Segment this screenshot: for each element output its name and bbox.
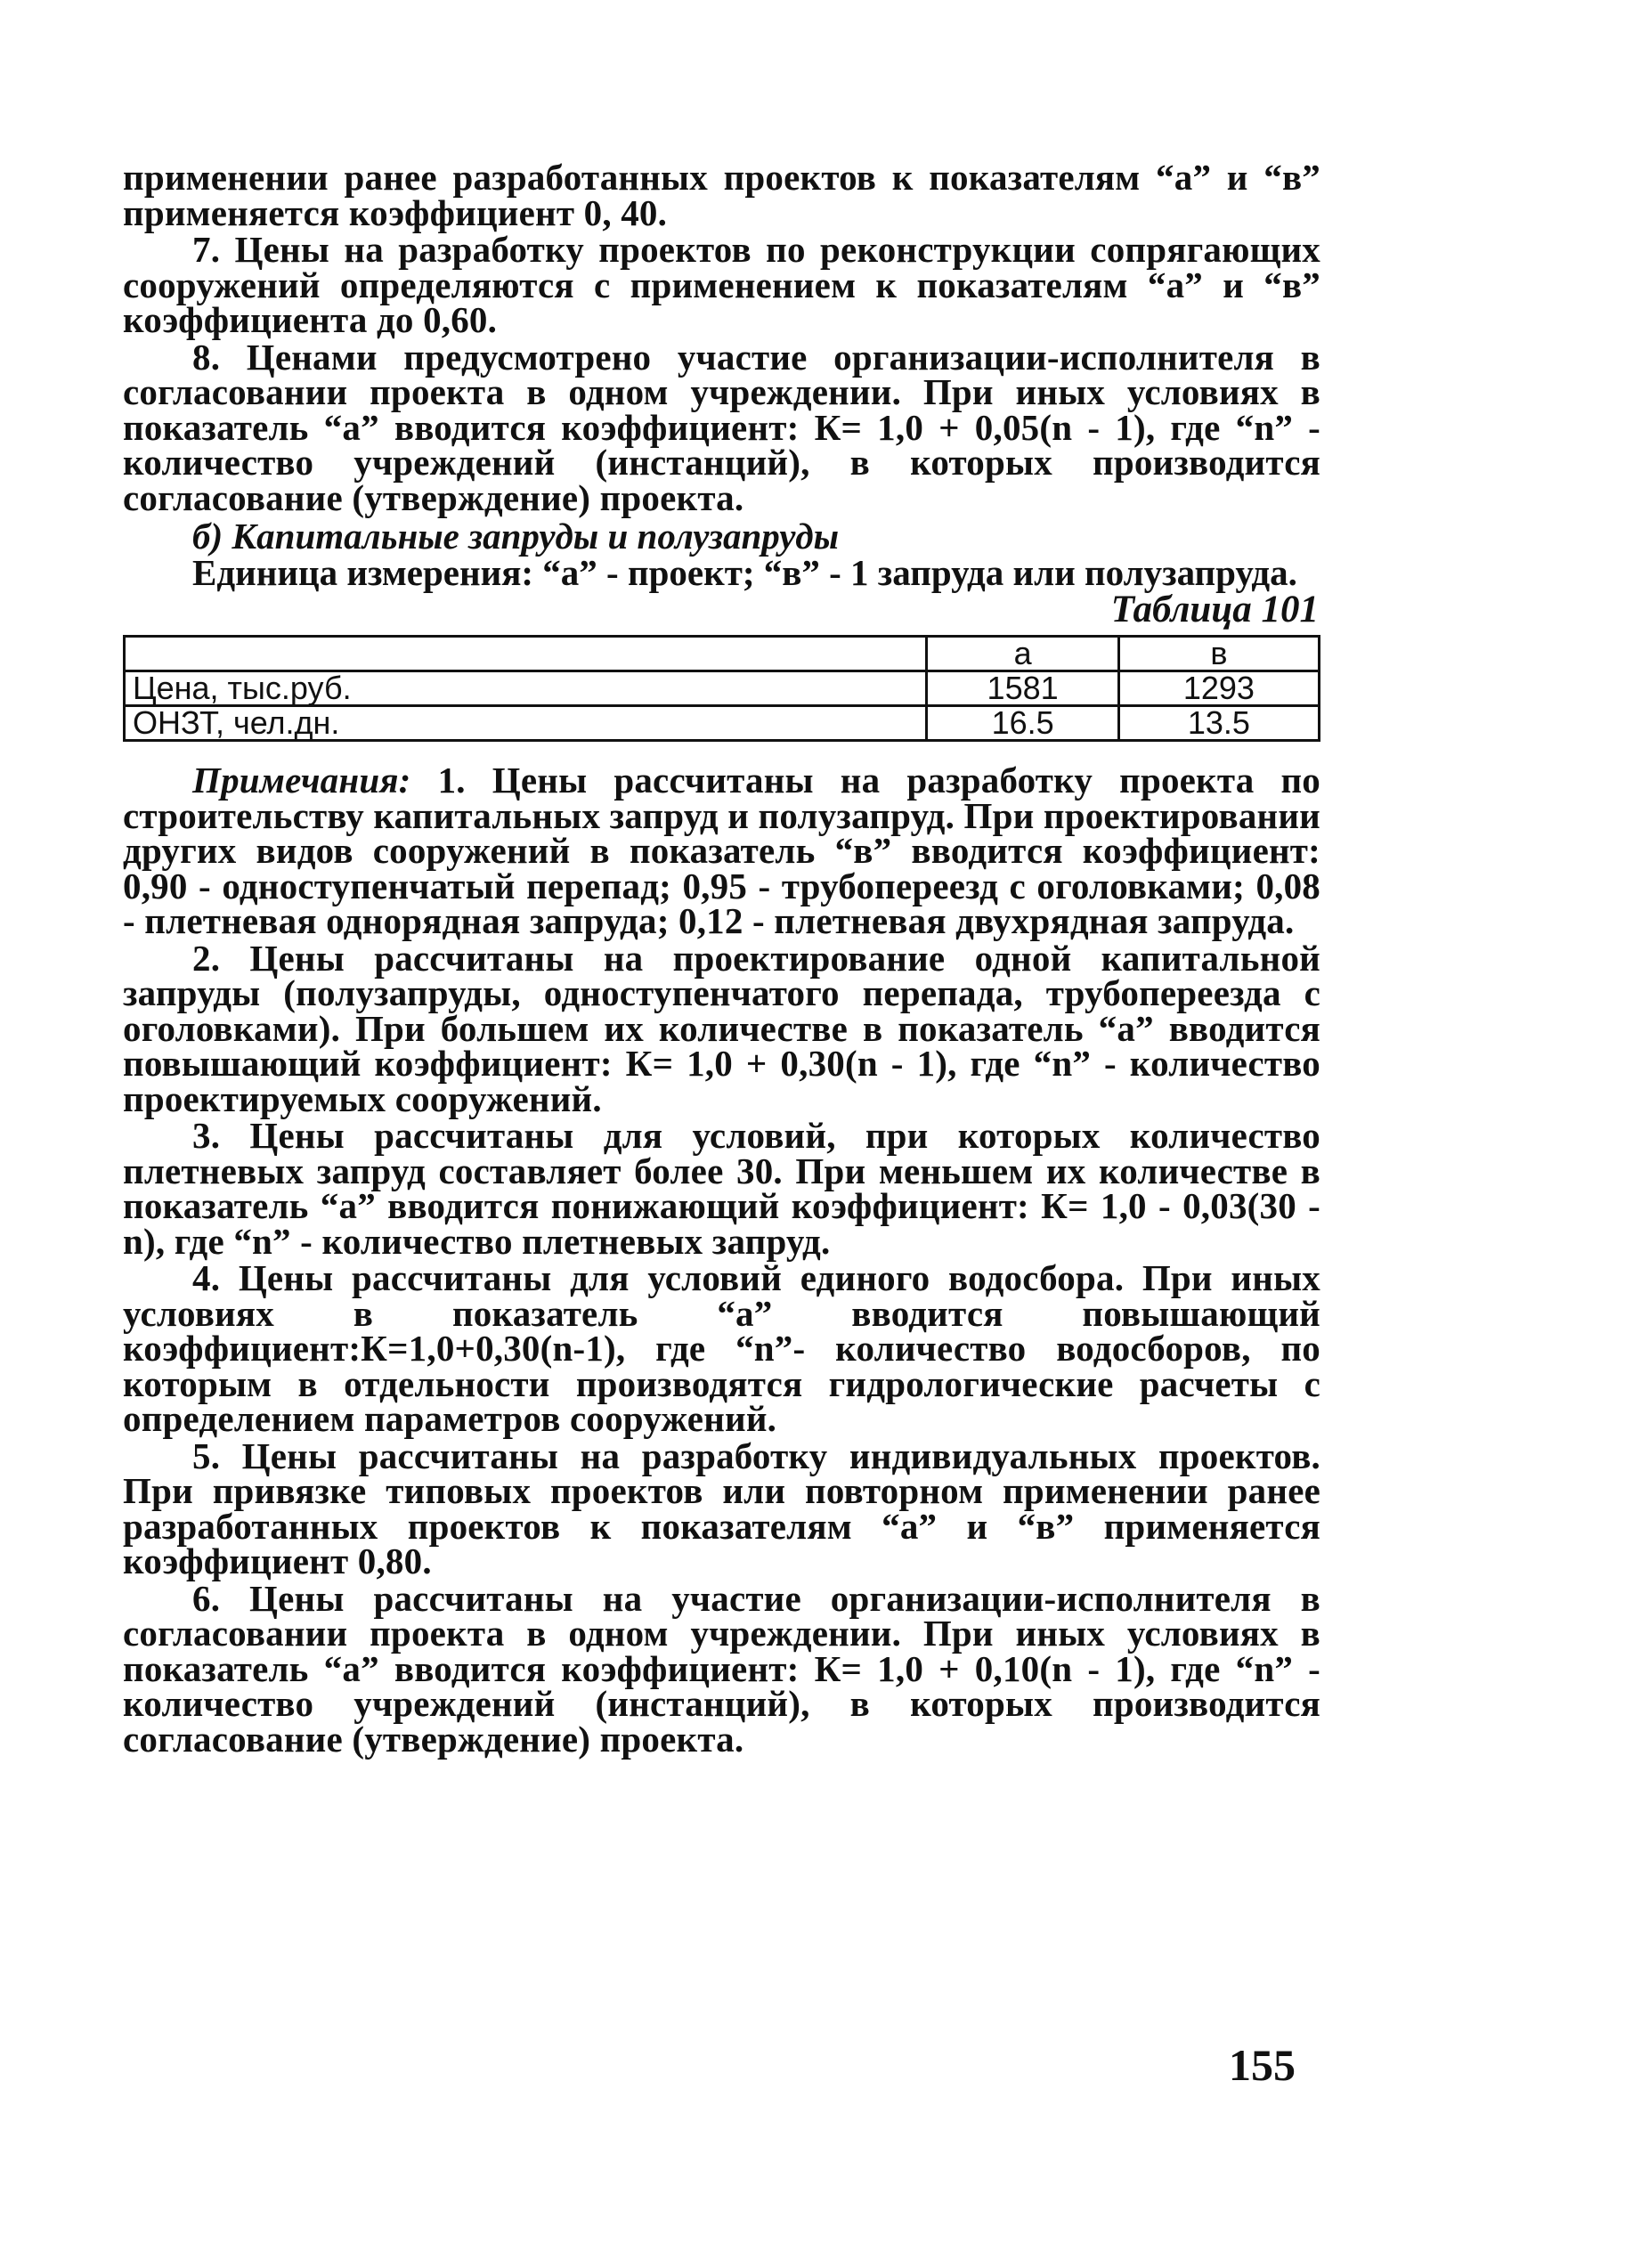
note-2: 2. Цены рассчитаны на проектирование одной капитальной запруды (полузапруды, одноступенчатого перепада, трубопереезда с оголовками). При большем их количестве в показатель “а” вводится повышающий коэффициент: К= 1,0 + 0,30(n - 1), где “n” - количество проектируемых сооружений. [123, 937, 1320, 1119]
table-cell-label: Цена, тыс.руб. [125, 671, 927, 706]
note-1-text: 1. Цены рассчитаны на разработку проекта по строительству капитальных запруд и полузапруд. При проектировании других видов сооружений в показатель “в” вводится коэффициент: 0,90 - одноступенчатый перепад; 0,95 - трубопереезд с оголовками; 0,08 - плетневая однорядная запруда; 0,12 - плетневая двухрядная запруда. [123, 760, 1320, 941]
note-1 [123, 760, 1320, 941]
paragraph-8: 8. Ценами предусмотрено участие организации-исполнителя в согласовании проекта в одном учреждении. При иных условиях в показатель “а” вводится коэффициент: К= 1,0 + 0,05(n - 1), где “n” - количество учреждений (инстанций), в которых производится согласование (утверждение) проекта. [123, 336, 1320, 518]
price-table [123, 635, 1320, 742]
unit-of-measure: Единица измерения: “а” - проект; “в” - 1 запруда или полузапруда. [192, 552, 1297, 593]
table-cell-label: ОНЗТ, чел.дн. [125, 706, 927, 741]
table-cell: 1581 [927, 671, 1118, 706]
table-cell: 16.5 [927, 706, 1118, 741]
page-number: 155 [1229, 2040, 1296, 2090]
note-5: 5. Цены рассчитаны на разработку индивидуальных проектов. При привязке типовых проектов или повторном применении ранее разработанных проектов к показателям “а” и “в” применяется коэффициент 0,80. [123, 1435, 1320, 1581]
section-subheading: б) Капитальные запруды и полузапруды [192, 516, 840, 557]
notes-label: Примечания: [192, 760, 411, 801]
table-row [125, 671, 1320, 706]
note-4: 4. Цены рассчитаны для условий единого водосбора. При иных условиях в показатель “а” вводится повышающий коэффициент:К=1,0+0,30(n-1), где “n”- количество водосборов, по которым в отдельности производятся гидрологические расчеты с определением параметров сооружений. [123, 1257, 1320, 1439]
table-header-cell [125, 637, 927, 671]
table-caption: Таблица 101 [1110, 589, 1319, 630]
paragraph-7: 7. Цены на разработку проектов по реконструкции сопрягающих сооружений определяются с применением к показателям “а” и “в” коэффициента до 0,60. [123, 229, 1320, 340]
table-header-cell: а [927, 637, 1118, 671]
table-header-cell: в [1118, 637, 1319, 671]
table-row [125, 706, 1320, 741]
paragraph-continuation: применении ранее разработанных проектов к показателям “а” и “в” применяется коэффициент 0, 40. [123, 157, 1320, 233]
note-3: 3. Цены рассчитаны для условий, при которых количество плетневых запруд составляет более 30. При меньшем их количестве в показатель “а” вводится понижающий коэффициент: К= 1,0 - 0,03(30 - n), где “n” - количество плетневых запруд. [123, 1115, 1320, 1262]
page-body [123, 157, 1320, 1760]
table-cell: 1293 [1118, 671, 1319, 706]
note-6: 6. Цены рассчитаны на участие организации-исполнителя в согласовании проекта в одном учреждении. При иных условиях в показатель “а” вводится коэффициент: К= 1,0 + 0,10(n - 1), где “n” - количество учреждений (инстанций), в которых производится согласование (утверждение) проекта. [123, 1577, 1320, 1760]
table-cell: 13.5 [1118, 706, 1319, 741]
table-header-row [125, 637, 1320, 671]
